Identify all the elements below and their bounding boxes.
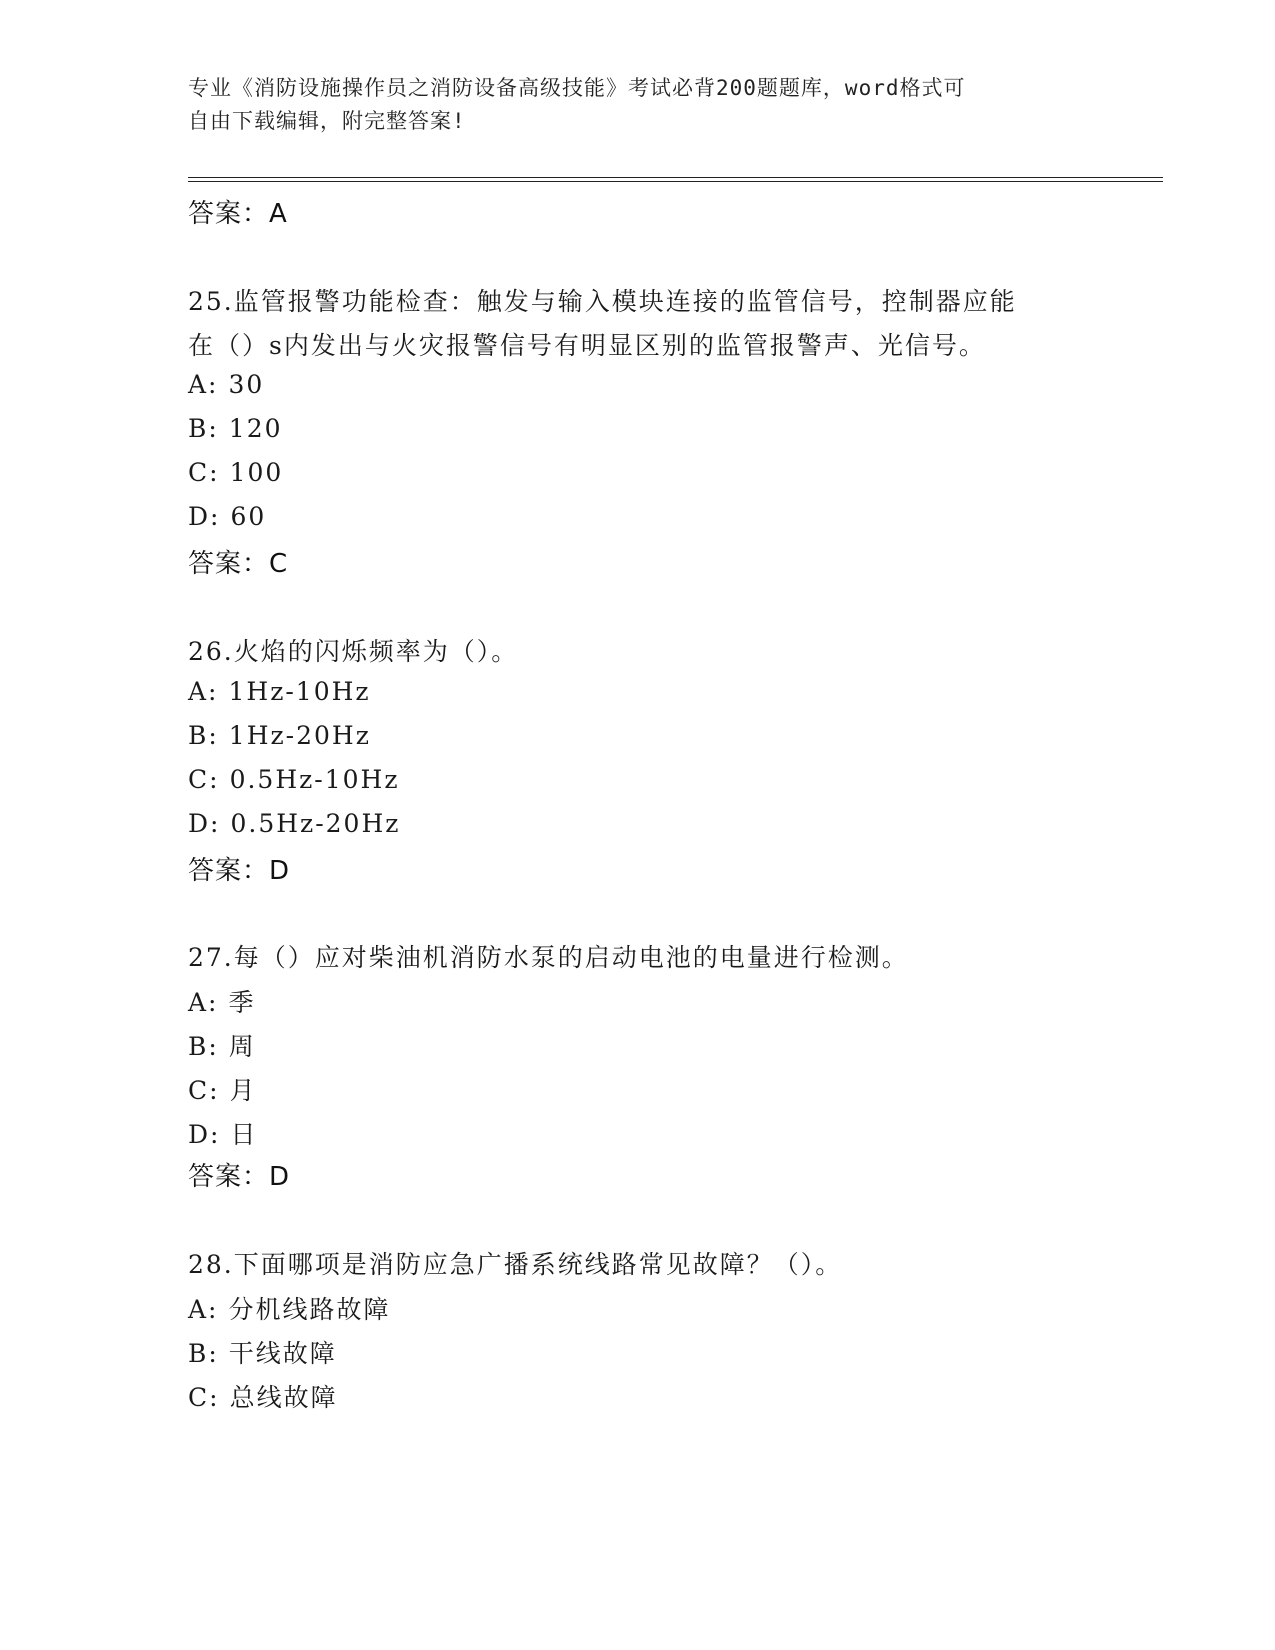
question-26-text: 26.火焰的闪烁频率为（）。 — [188, 637, 519, 666]
option-key: B: — [188, 1339, 219, 1368]
option-key: C: — [188, 1076, 220, 1105]
option-key: A: — [188, 677, 219, 706]
option-value: 30 — [228, 370, 265, 399]
question-25-answer: 答案：C — [188, 549, 289, 579]
header-line-1: 专业《消防设施操作员之消防设备高级技能》考试必背200题题库，word格式可 — [188, 76, 966, 100]
question-27-option-b — [188, 1027, 256, 1063]
question-26-option-a — [188, 677, 371, 706]
question-25-option-c — [188, 458, 283, 487]
question-25-text-line-2: 在（）s内发出与火灾报警信号有明显区别的监管报警声、光信号。 — [188, 331, 986, 360]
option-key: C: — [188, 765, 220, 794]
option-value: 1Hz-10Hz — [228, 677, 371, 706]
answer-line: 答案：A — [188, 199, 288, 229]
question-28-option-b — [188, 1334, 337, 1370]
question-27-option-a — [188, 983, 256, 1019]
option-value: 0.5Hz-10Hz — [229, 765, 400, 794]
option-value: 日 — [230, 1120, 258, 1149]
question-26-option-d — [188, 809, 400, 838]
option-value: 120 — [228, 414, 283, 443]
option-key: B: — [188, 721, 219, 750]
option-key: C: — [188, 1383, 220, 1412]
question-26-answer: 答案：D — [188, 856, 291, 886]
option-key: B: — [188, 414, 219, 443]
option-value: 总线故障 — [229, 1383, 338, 1412]
question-27-text: 27.每（）应对柴油机消防水泵的启动电池的电量进行检测。 — [188, 943, 909, 972]
option-key: A: — [188, 1295, 219, 1324]
question-25-option-b — [188, 414, 283, 443]
question-26-option-b — [188, 721, 371, 750]
option-key: D: — [188, 502, 221, 531]
question-28-text: 28.下面哪项是消防应急广播系统线路常见故障？（）。 — [188, 1250, 843, 1279]
document-header — [188, 72, 1068, 138]
option-key: D: — [188, 809, 221, 838]
option-value: 100 — [229, 458, 284, 487]
option-value: 周 — [228, 1032, 256, 1061]
option-value: 0.5Hz-20Hz — [230, 809, 401, 838]
option-key: A: — [188, 988, 219, 1017]
header-divider-bottom — [188, 181, 1163, 182]
question-28-option-a — [188, 1290, 391, 1326]
option-key: C: — [188, 458, 220, 487]
question-27-answer: 答案：D — [188, 1162, 291, 1192]
option-value: 月 — [229, 1076, 257, 1105]
option-value: 季 — [228, 988, 256, 1017]
option-key: B: — [188, 1032, 219, 1061]
question-26-option-c — [188, 765, 400, 794]
option-value: 60 — [230, 502, 267, 531]
option-key: A: — [188, 370, 219, 399]
question-27-option-d — [188, 1115, 257, 1151]
question-25-option-d — [188, 502, 266, 531]
option-value: 分机线路故障 — [228, 1295, 391, 1324]
question-25-text-line-1: 25.监管报警功能检查：触发与输入模块连接的监管信号，控制器应能 — [188, 287, 1017, 316]
question-25-option-a — [188, 370, 264, 399]
header-line-2: 自由下载编辑，附完整答案! — [188, 109, 466, 133]
header-divider-top — [188, 177, 1163, 178]
option-key: D: — [188, 1120, 221, 1149]
question-27-option-c — [188, 1071, 257, 1107]
option-value: 1Hz-20Hz — [228, 721, 371, 750]
question-28-option-c — [188, 1378, 338, 1414]
option-value: 干线故障 — [228, 1339, 337, 1368]
